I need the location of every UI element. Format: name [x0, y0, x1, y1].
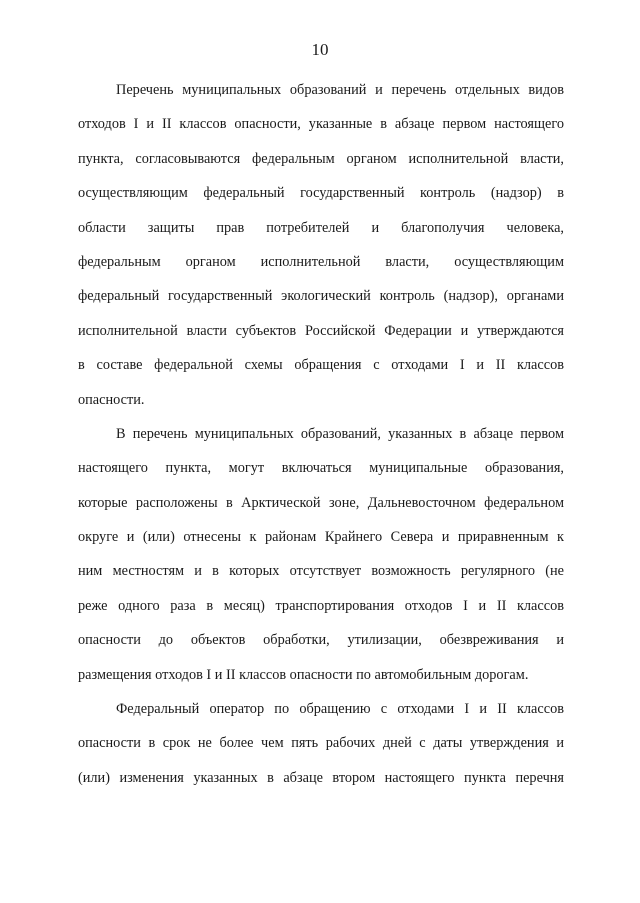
text-line: осуществляющим федеральный государственный контроль (надзор) в [78, 185, 564, 202]
text-line: отходов I и II классов опасности, указанные в абзаце первом настоящего [78, 116, 564, 133]
document-body [78, 73, 564, 795]
page-number: 10 [311, 40, 329, 59]
text-line: опасности. [78, 391, 145, 408]
text-line: федеральный государственный экологический контроль (надзор), органами [78, 288, 564, 305]
text-line: (или) изменения указанных в абзаце втором настоящего пункта перечня [78, 769, 564, 786]
text-line: федеральным органом исполнительной власти, осуществляющим [78, 253, 564, 270]
text-line: области защиты прав потребителей и благополучия человека, [78, 219, 564, 236]
text-line: Перечень муниципальных образований и перечень отдельных видов [116, 82, 564, 98]
text-line: настоящего пункта, могут включаться муниципальные образования, [78, 460, 564, 477]
text-line: реже одного раза в месяц) транспортирования отходов I и II классов [78, 597, 564, 614]
text-line: опасности до объектов обработки, утилизации, обезвреживания и [78, 632, 564, 649]
text-line: размещения отходов I и II классов опасности по автомобильным дорогам. [78, 666, 529, 683]
text-line: которые расположены в Арктической зоне, Дальневосточном федеральном [78, 494, 564, 511]
text-line: ним местностям и в которых отсутствует возможность регулярного (не [78, 563, 564, 580]
text-line: опасности в срок не более чем пять рабочих дней с даты утверждения и [78, 735, 564, 752]
text-line: исполнительной власти субъектов Российской Федерации и утверждаются [78, 322, 564, 339]
paragraph-1 [78, 73, 564, 417]
text-line: Федеральный оператор по обращению с отходами I и II классов [116, 701, 564, 718]
paragraph-3 [78, 692, 564, 795]
paragraph-2 [78, 417, 564, 692]
text-line: пункта, согласовываются федеральным органом исполнительной власти, [78, 150, 564, 167]
text-line: в составе федеральной схемы обращения с отходами I и II классов [78, 357, 564, 374]
text-line: В перечень муниципальных образований, указанных в абзаце первом [116, 425, 564, 442]
text-line: округе и (или) отнесены к районам Крайнего Севера и приравненным к [78, 529, 564, 546]
